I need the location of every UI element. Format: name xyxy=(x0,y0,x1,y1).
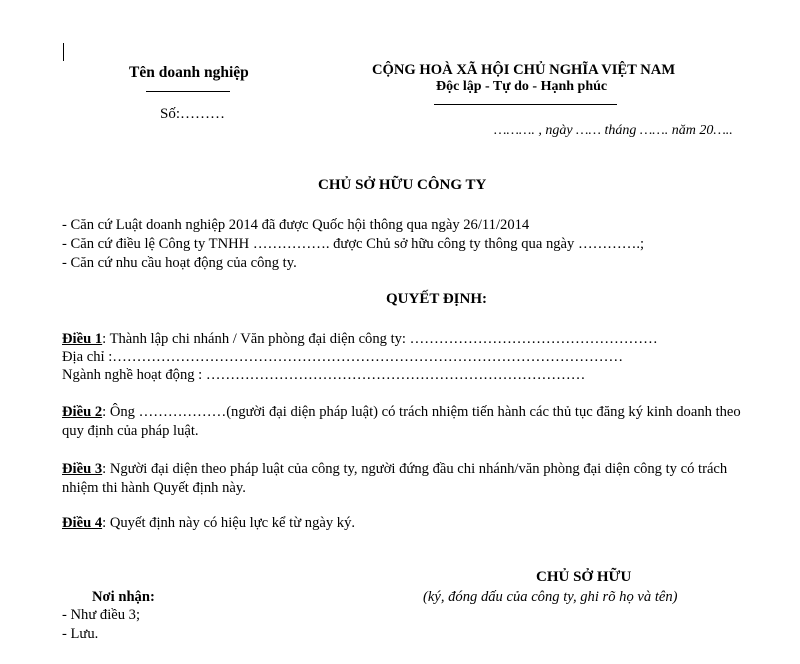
article-4-text: : Quyết định này có hiệu lực kể từ ngày ký. xyxy=(102,515,356,531)
recipient-item: - Như điều 3; xyxy=(62,607,141,623)
document-title: CHỦ SỞ HỮU CÔNG TY xyxy=(318,177,487,193)
motto-underline xyxy=(434,104,617,105)
company-underline xyxy=(146,91,230,92)
recipients-label: Nơi nhận: xyxy=(92,589,155,605)
article-1-business: Ngành nghề hoạt động : …………………………………………………………………… xyxy=(62,367,586,383)
legal-basis-1: - Căn cứ Luật doanh nghiệp 2014 đã được Quốc hội thông qua ngày 26/11/2014 xyxy=(62,217,530,233)
article-3-label: Điều 3 xyxy=(62,461,103,477)
article-1-label: Điều 1 xyxy=(62,331,103,347)
article-3-text: : Người đại diện theo pháp luật của công ty, người đứng đầu chi nhánh/văn phòng đại diện công ty có trách nhiệm thi hành Quyết định này. xyxy=(62,461,728,496)
legal-basis-2: - Căn cứ điều lệ Công ty TNHH ……………. được Chủ sở hữu công ty thông qua ngày ………….; xyxy=(62,236,645,252)
legal-basis-3: - Căn cứ nhu cầu hoạt động của công ty. xyxy=(62,255,297,271)
article-1-address: Địa chỉ :…………………………………………………………………………………………… xyxy=(62,349,624,365)
article-1 xyxy=(62,332,658,347)
text-cursor xyxy=(63,43,64,61)
article-1-text: : Thành lập chi nhánh / Văn phòng đại diện công ty: …………………………………………… xyxy=(102,331,658,347)
recipient-item: - Lưu. xyxy=(62,626,99,642)
nation-title: CỘNG HOÀ XÃ HỘI CHỦ NGHĨA VIỆT NAM xyxy=(372,62,676,78)
article-4 xyxy=(62,516,355,531)
document-number: Số:……… xyxy=(160,106,226,122)
article-4-label: Điều 4 xyxy=(62,515,103,531)
article-2-text: : Ông ………………(người đại diện pháp luật) có trách nhiệm tiến hành các thủ tục đăng ký kinh doanh theo quy định của pháp luật. xyxy=(62,404,741,439)
article-2-label: Điều 2 xyxy=(62,404,103,420)
decision-heading: QUYẾT ĐỊNH: xyxy=(386,291,487,307)
article-3 xyxy=(62,460,762,498)
signature-title: CHỦ SỞ HỮU xyxy=(536,569,632,585)
date-line: ………. , ngày …… tháng ……. năm 20….. xyxy=(494,123,733,138)
signature-note: (ký, đóng dấu của công ty, ghi rõ họ và tên) xyxy=(423,589,678,605)
national-motto: Độc lập - Tự do - Hạnh phúc xyxy=(436,79,608,94)
company-name-label: Tên doanh nghiệp xyxy=(129,64,249,81)
article-2 xyxy=(62,403,762,441)
